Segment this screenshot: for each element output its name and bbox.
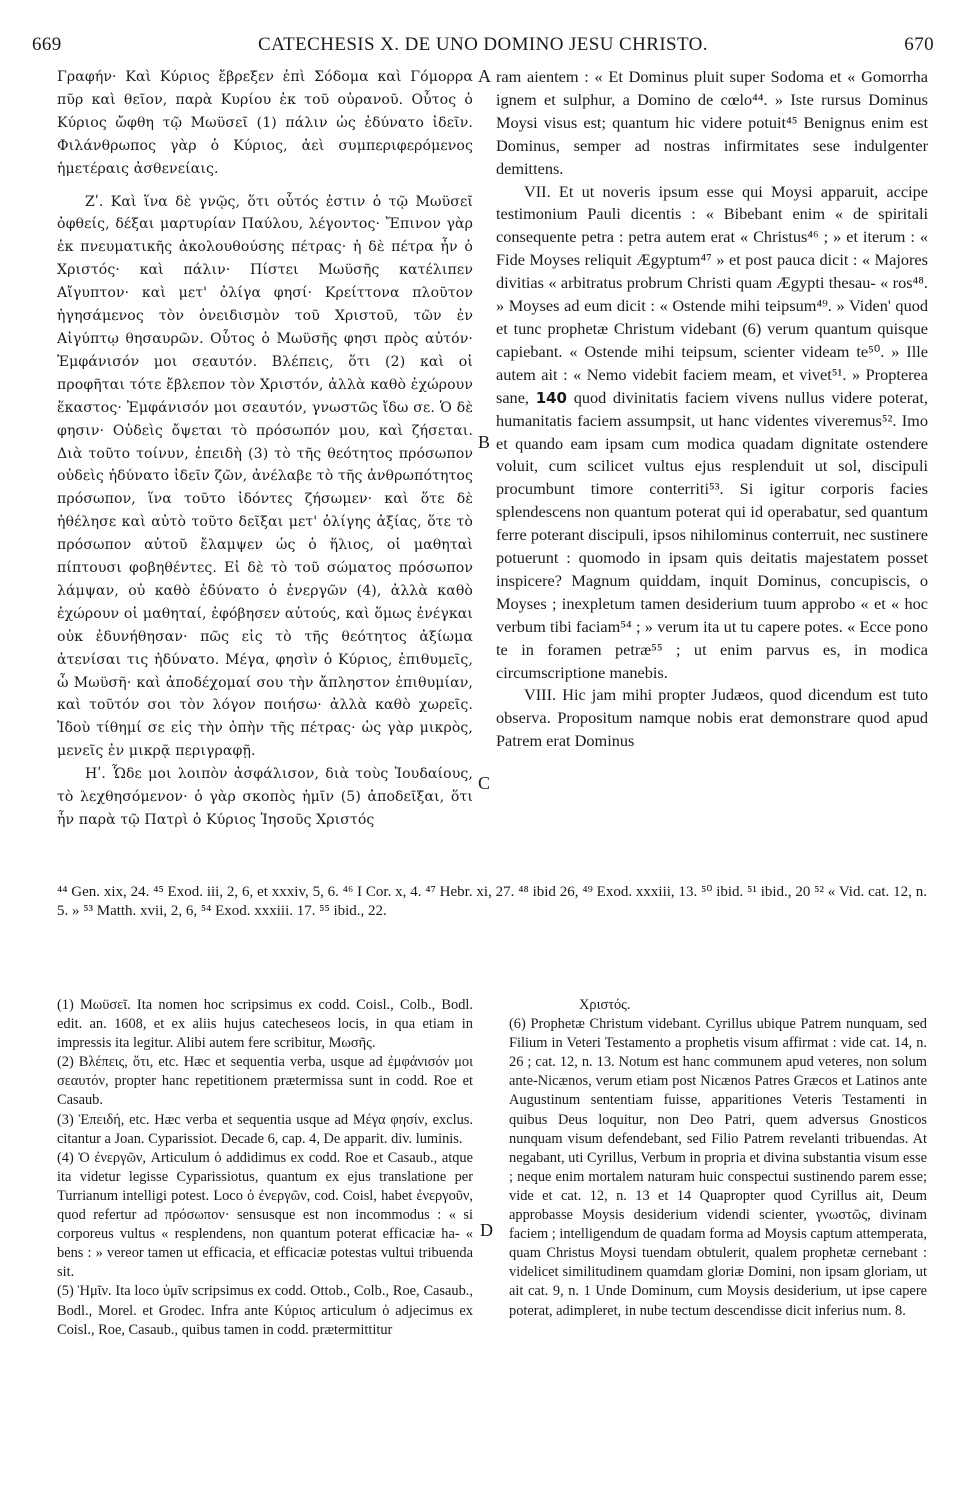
margin-letter-a: A <box>478 66 491 86</box>
page-number-left: 669 <box>32 34 62 55</box>
page-marker: 140 <box>535 388 567 407</box>
note-1: (1) Μωϋσεῖ. Ita nomen hoc scripsimus ex codd. Coisl., Colb., Bodl. edit. an. 1608, et ex aliis hujus catecheseos locis, in qua etiam in impressis ita legitur. Alibi autem fere scribitur, Μωσῆς. <box>57 997 473 1052</box>
margin-letter-c: C <box>478 773 491 793</box>
notes-left-column <box>57 996 473 1476</box>
note-6: (6) Prophetæ Christum videbant. Cyrillus ubique Patrem nunquam, sed Filium in Veteri Testamento a prophetis visum affirmat : vide cat. 14, n. 26 ; cat. 12, n. 13. Notum est hanc communem apud veteres, non solum ante-Nicænos, verum etiam post Nicænos Patres Græcos et Latinos ante Augustinum sententiam fuisse, apparitiones Veteris Testamenti in quibus Deus loquitur, non Deo Patri, quem adversus Gnosticos nunquam visum defendebant, sed Filio Patrem revelanti tribuendas. At negabant, uti Cyrillus, Verbum in propria et divina substantia visum esse ; neque enim mortalem naturam huic conspectui sustinendo parem esse; vide et cat. 12, n. 13 et 14 Quapropter quod Cyrillus ait, Deum approbasse Moysis desiderium videndi scienter, γνωστῶς, divinam faciem ; intelligendum de quadam forma ad Moysis captum attemperata, quam Christus Moysi tuendam obtulerit, qualem prophetæ cernebant : videlicet similitudinem quamdam gloriæ Domini, non ipsam gloriam, ut ait cat. 9, n. 1 Unde Dominum, cum Moysis desiderium, ut ipse capere poterat, adimpleret, in nube tectum descendisse dicit inferius num. 8. <box>509 1016 927 1319</box>
latin-paragraph-2a: VII. Et ut noveris ipsum esse qui Moysi apparuit, accipe testimonium Pauli dicentis : « Bibebant enim « de spiritali consequente petra : petra autem erat « Christus⁴⁶ ; » et iterum : « Fide Moyses reliquit Ægyptum⁴⁷ » et post pauca dicit : « Majores divitias « arbitratus probrum Christi quam Ægypti thesau- « ros⁴⁸. » Moyses ad eum dicit : « Ostende mihi teipsum⁴⁹. » Viden' quod et tunc prophetæ Christum videbant (6) verum quantum quisque capiebant. « Ostende mihi teipsum, scienter videam te⁵⁰. » Ille autem ait : « Nemo videbit faciem meam, et vivet⁵¹. » Propterea sane, <box>496 181 928 407</box>
running-header <box>32 34 934 56</box>
latin-paragraph-3: VIII. Hic jam mihi propter Judæos, quod dicendum est tuto observa. Propositum namque nobis erat demonstrare quod apud Patrem erat Dominus <box>496 685 928 751</box>
page-number-right: 670 <box>904 34 934 55</box>
note-2: (2) Βλέπεις, ὅτι, etc. Hæc et sequentia verba, usque ad ἐμφάνισόν μοι σεαυτόν, propter hanc repetitionem prætermissa sunt in codd. Roe et Casaub. <box>57 1054 473 1109</box>
latin-paragraph-2 <box>496 181 928 685</box>
footnote-references <box>57 883 927 920</box>
margin-letter-b: B <box>478 432 491 452</box>
latin-column <box>496 66 928 840</box>
margin-letter-d: D <box>480 1220 493 1240</box>
notes-right-column <box>509 996 927 1476</box>
latin-paragraph-2b: quod divinitatis faciem vivens nullus videre poterat, humanitatis faciem assumpsit, ut hanc videntes viveremus⁵². Imo et quando eam ipsam cum modica quadam dignitate ostendere voluit, cum scilicet vultus ejus resplenduit ut sol, discipuli procumbunt timore conterriti⁵³. Si igitur corporis facies splendescens non quantum poterat qui id operabatur, sed quantum ferre poterant discipuli, ipsos nihilominus conterruit, nec sustinere potuerunt : quomodo in ipsam quis deitatis majestatem posset inspicere? Magnum quiddam, inquit Dominus, concupiscis, o Moyses ; inexpletum tamen desiderium tuum approbo « et « hoc verbum tibi faciam⁵⁴ ; » verum ita ut tu capere potes. « Ecce pono te in foramen petræ⁵⁵ ; ut enim parvus es, in modica circumscriptione manebis. <box>496 387 928 682</box>
note-5: (5) Ἡμῖν. Ita loco ὑμῖν scripsimus ex codd. Ottob., Colb., Roe, Casaub., Bodl., Morel. et Grodec. Infra ante Κύριος articulum ὁ adjecimus ex Coisl., Roe, Casaub., quibus tamen in codd. prætermittitur <box>57 1283 473 1338</box>
latin-paragraph-1: ram aientem : « Et Dominus pluit super Sodoma et « Gomorrha ignem et sulphur, a Domino de cœlo⁴⁴. » Iste rursus Dominus Moysi visus est; quantum hic videre potuit⁴⁵ Benignus enim est Dominus, semper ad nostras infirmitates sese indulgenter demittens. <box>496 67 928 178</box>
greek-column <box>57 66 473 840</box>
running-title: CATECHESIS X. DE UNO DOMINO JESU CHRISTO. <box>258 34 708 55</box>
footnote-text: ⁴⁴ Gen. xix, 24. ⁴⁵ Exod. iii, 2, 6, et xxxiv, 5, 6. ⁴⁶ I Cor. x, 4. ⁴⁷ Hebr. xi, 27. ⁴⁸ ibid 26, ⁴⁹ Exod. xxxiii, 13. ⁵⁰ ibid. ⁵¹ ibid., 20 ⁵² « Vid. cat. 12, n. 5. » ⁵³ Matth. xvii, 2, 6, ⁵⁴ Exod. xxxiii. 17. ⁵⁵ ibid., 22. <box>57 884 927 919</box>
note-4: (4) Ὁ ἐνεργῶν, Articulum ὁ addidimus ex codd. Roe et Casaub., atque ita videtur legisse Cyparissiotus, quantum ex ejus translatione per Turrianum intelligi potest. Loco ὁ ἐνεργῶν, cod. Coisl, habet ἐνεργοῦν, quod refertur ad πρόσωπον· sensusque est non incommodus : « si corporeus vultus « resplendens, non quantum poterat efficaciæ ha- « bens : » vereor tamen ut efficacia, et efficaciæ potestas vultui tribuenda sit. <box>57 1149 473 1281</box>
greek-paragraph-2: Ζʹ. Καὶ ἵνα δὲ γνῷς, ὅτι οὗτός ἐστιν ὁ τῷ Μωϋσεῖ ὀφθείς, δέξαι μαρτυρίαν Παύλου, λέγοντος· Ἔπινον γὰρ ἐκ πνευματικῆς ἀκολουθούσης πέτρας· ἡ δὲ πέτρα ἦν ὁ Χριστός· καὶ πάλιν· Πίστει Μωϋσῆς κατέλιπεν Αἴγυπτον· καὶ μετ' ὀλίγα φησί· Κρείττονα πλοῦτον ἡγησάμενος τὸν ὀνειδισμὸν τοῦ Χριστοῦ, τῶν ἐν Αἰγύπτῳ θησαυρῶν. Οὗτος ὁ Μωϋσῆς φησι πρὸς αὐτόν· Ἐμφάνισόν μοι σεαυτόν. Βλέπεις, ὅτι (2) καὶ οἱ προφῆται τότε ἔβλεπον τὸν Χριστόν, ἀλλὰ καθὸ ἐχώρουν ἕκαστος· Ἐμφάνισόν μοι σεαυτόν, γνωστῶς ἴδω σε. Ὁ δὲ φησιν· Οὐδεὶς ὄψεται τὸ πρόσωπόν μου, καὶ ζήσεται. Διὰ τοῦτο τοίνυν, ἐπειδὴ (3) τὸ τῆς θεότητος πρόσωπον οὐδεὶς ἠδύνατο ἰδεῖν ζῶν, ἀνέλαβε τὸ τῆς ἀνθρωπότητος πρόσωπον, ἵνα τοῦτο ἰδόντες ζήσωμεν· καὶ ὅτε δὲ ἠθέλησε καὶ αὐτὸ τοῦτο δεῖξαι μετ' ὀλίγης ἀξίας, ὅτε τὸ πρόσωπον αὐτοῦ ἔλαμψεν ὡς ὁ ἥλιος, οἱ μαθηταὶ πίπτουσι φοβηθέντες. Εἰ δὲ τὸ τοῦ σώματος πρόσωπον λάμψαν, οὐ καθὸ ἐδύνατο ὁ ἐνεργῶν (4), ἀλλὰ καθὸ ἐχώρουν οἱ μαθηταί, ἐφόβησεν αὐτούς, καὶ ὅμως ἐνέγκαι οὐκ ἐδυνήθησαν· πῶς εἰς τὸ τῆς θεότητος ἀξίωμα ἀτενίσαι τις ἠδύνατο. Μέγα, φησὶν ὁ Κύριος, ἐπιθυμεῖς, ὦ Μωϋσῆ· καὶ ἀποδέχομαί σου τὴν ἄπληστον ἐπιθυμίαν, καὶ τοῦτόν σοι τὸν λόγον ποιήσω· ἀλλὰ καθὸ χωρεῖς. Ἰδοὺ τίθημί σε εἰς τὴν ὀπὴν τῆς πέτρας· ὡς γὰρ μικρὸς, μενεῖς ἐν μικρᾷ περιγραφῇ. <box>57 193 473 760</box>
note-3: (3) Ἐπειδή, etc. Hæc verba et sequentia usque ad Μέγα φησίν, exclus. citantur a Joan. Cyparissiot. Decade 6, cap. 4, De apparit. div. luminis. <box>57 1111 473 1147</box>
note-5-continuation: Χριστός. <box>579 997 631 1013</box>
greek-paragraph-3: Ηʹ. Ὧδε μοι λοιπὸν ἀσφάλισον, διὰ τοὺς Ἰουδαίους, τὸ λεχθησόμενον· ὁ γὰρ σκοπὸς ἡμῖν (5) ἀποδεῖξαι, ὅτι ἦν παρὰ τῷ Πατρὶ ὁ Κύριος Ἰησοῦς Χριστός <box>57 766 473 828</box>
greek-paragraph-1: Γραφήν· Καὶ Κύριος ἔβρεξεν ἐπὶ Σόδομα καὶ Γόμορρα πῦρ καὶ θεῖον, παρὰ Κυρίου ἐκ τοῦ οὐρανοῦ. Οὗτος ὁ Κύριος ὤφθη τῷ Μωϋσεῖ (1) πάλιν ὡς ἐδύνατο ἰδεῖν. Φιλάνθρωπος γὰρ ὁ Κύριος, ἀεὶ συμπεριφερόμενος ἡμετέραις ἀσθενείαις. <box>57 69 473 177</box>
